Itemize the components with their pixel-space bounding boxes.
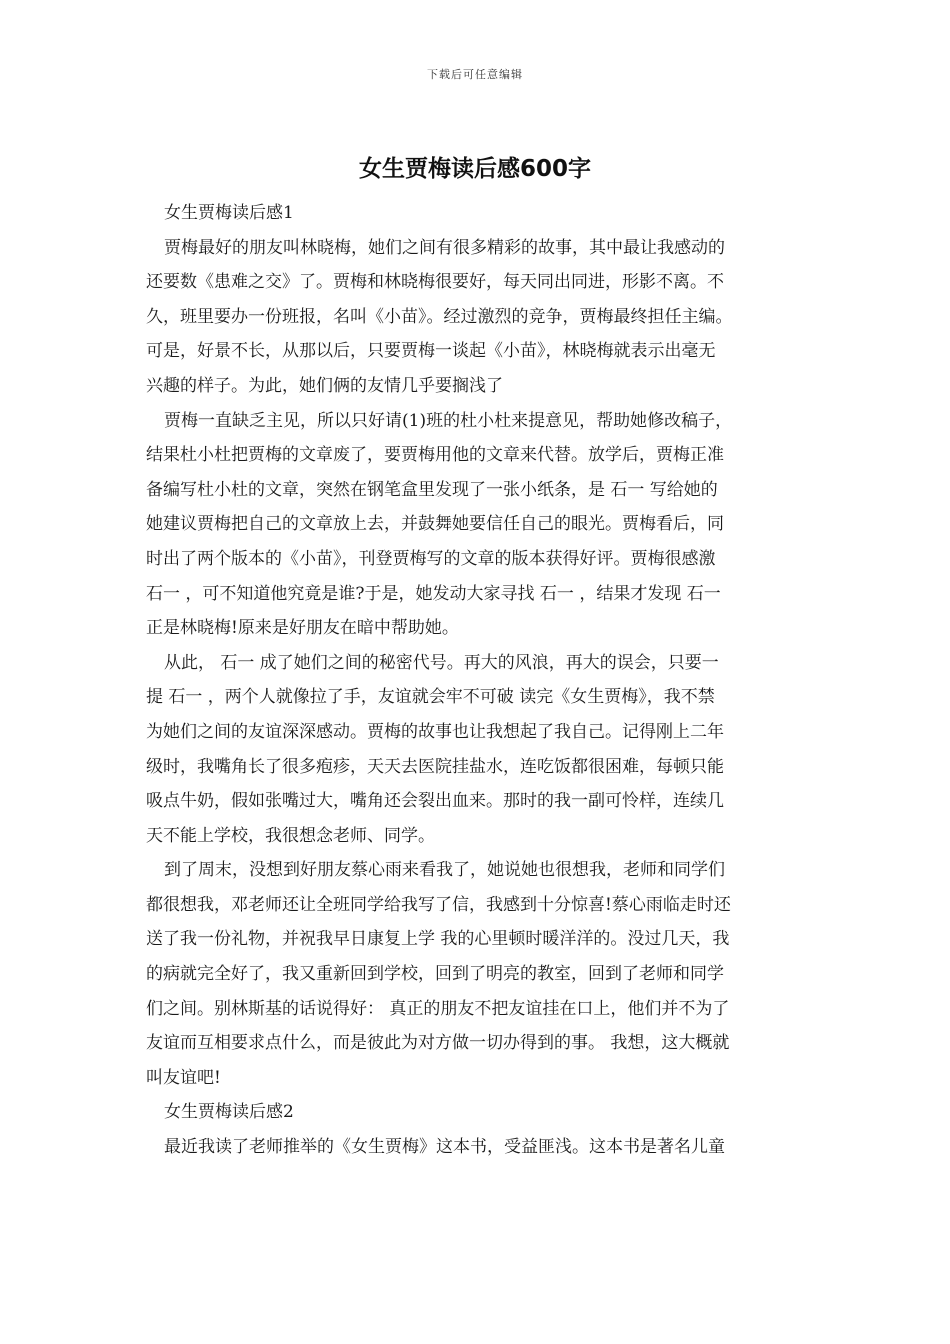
text-line: 女生贾梅读后感2 (164, 1102, 294, 1123)
text-line: 都很想我，邓老师还让全班同学给我写了信，我感到十分惊喜!蔡心雨临走时还 (146, 894, 731, 915)
text-line: 的病就完全好了，我又重新回到学校，回到了明亮的教室，回到了老师和同学 (146, 964, 724, 985)
text-line: 提 石一 ，两个人就像拉了手，友谊就会牢不可破 读完《女生贾梅》，我不禁 (146, 687, 715, 708)
text-line: 为她们之间的友谊深深感动。贾梅的故事也让我想起了我自己。记得刚上二年 (146, 721, 724, 742)
text-line: 贾梅一直缺乏主见，所以只好请(1)班的杜小杜来提意见，帮助她修改稿子， (164, 410, 733, 431)
document-body (146, 196, 810, 1165)
text-line: 们之间。别林斯基的话说得好： 真正的朋友不把友谊挂在口上，他们并不为了 (146, 998, 730, 1019)
text-line: 正是林晓梅!原来是好朋友在暗中帮助她。 (146, 618, 459, 639)
text-line: 送了我一份礼物，并祝我早日康复上学 我的心里顿时暖洋洋的。没过几天，我 (146, 929, 730, 950)
text-line: 最近我读了老师推举的《女生贾梅》这本书，受益匪浅。这本书是著名儿童 (164, 1137, 725, 1158)
text-line: 还要数《患难之交》了。贾梅和林晓梅很要好，每天同出同进，形影不离。不 (146, 272, 724, 293)
text-line: 兴趣的样子。为此，她们俩的友情几乎要搁浅了 (146, 375, 503, 396)
text-line: 贾梅最好的朋友叫林晓梅，她们之间有很多精彩的故事，其中最让我感动的 (164, 237, 725, 258)
text-line: 结果杜小杜把贾梅的文章废了，要贾梅用他的文章来代替。放学后，贾梅正准 (146, 445, 724, 466)
text-line: 到了周末，没想到好朋友蔡心雨来看我了，她说她也很想我，老师和同学们 (164, 860, 725, 881)
text-line: 从此， 石一 成了她们之间的秘密代号。再大的风浪，再大的误会，只要一 (164, 652, 719, 673)
text-line: 天不能上学校，我很想念老师、同学。 (146, 825, 435, 846)
header-note: 下载后可任意编辑 (427, 68, 523, 81)
text-line: 友谊而互相要求点什么，而是彼此为对方做一切办得到的事。 我想，这大概就 (146, 1033, 730, 1054)
text-line: 级时，我嘴角长了很多疱疹，天天去医院挂盐水，连吃饭都很困难，每顿只能 (146, 756, 724, 777)
text-line: 久，班里要办一份班报，名叫《小苗》。经过激烈的竞争，贾梅最终担任主编。 (146, 306, 733, 327)
text-line: 叫友谊吧! (146, 1067, 221, 1088)
text-line: 吸点牛奶，假如张嘴过大，嘴角还会裂出血来。那时的我一副可怜样，连续几 (146, 791, 724, 812)
text-line: 女生贾梅读后感1 (164, 203, 294, 223)
text-line: 她建议贾梅把自己的文章放上去，并鼓舞她要信任自己的眼光。贾梅看后，同 (146, 514, 724, 535)
text-line: 时出了两个版本的《小苗》，刊登贾梅写的文章的版本获得好评。贾梅很感激 (146, 548, 716, 569)
text-line: 可是，好景不长，从那以后，只要贾梅一谈起《小苗》，林晓梅就表示出毫无 (146, 341, 716, 362)
page-title: 女生贾梅读后感600字 (358, 156, 591, 182)
text-line: 石一 ，可不知道他究竟是谁?于是，她发动大家寻找 石一 ，结果才发现 石一 (146, 583, 721, 604)
text-line: 备编写杜小杜的文章，突然在钢笔盒里发现了一张小纸条，是 石一 写给她的 (146, 479, 718, 500)
